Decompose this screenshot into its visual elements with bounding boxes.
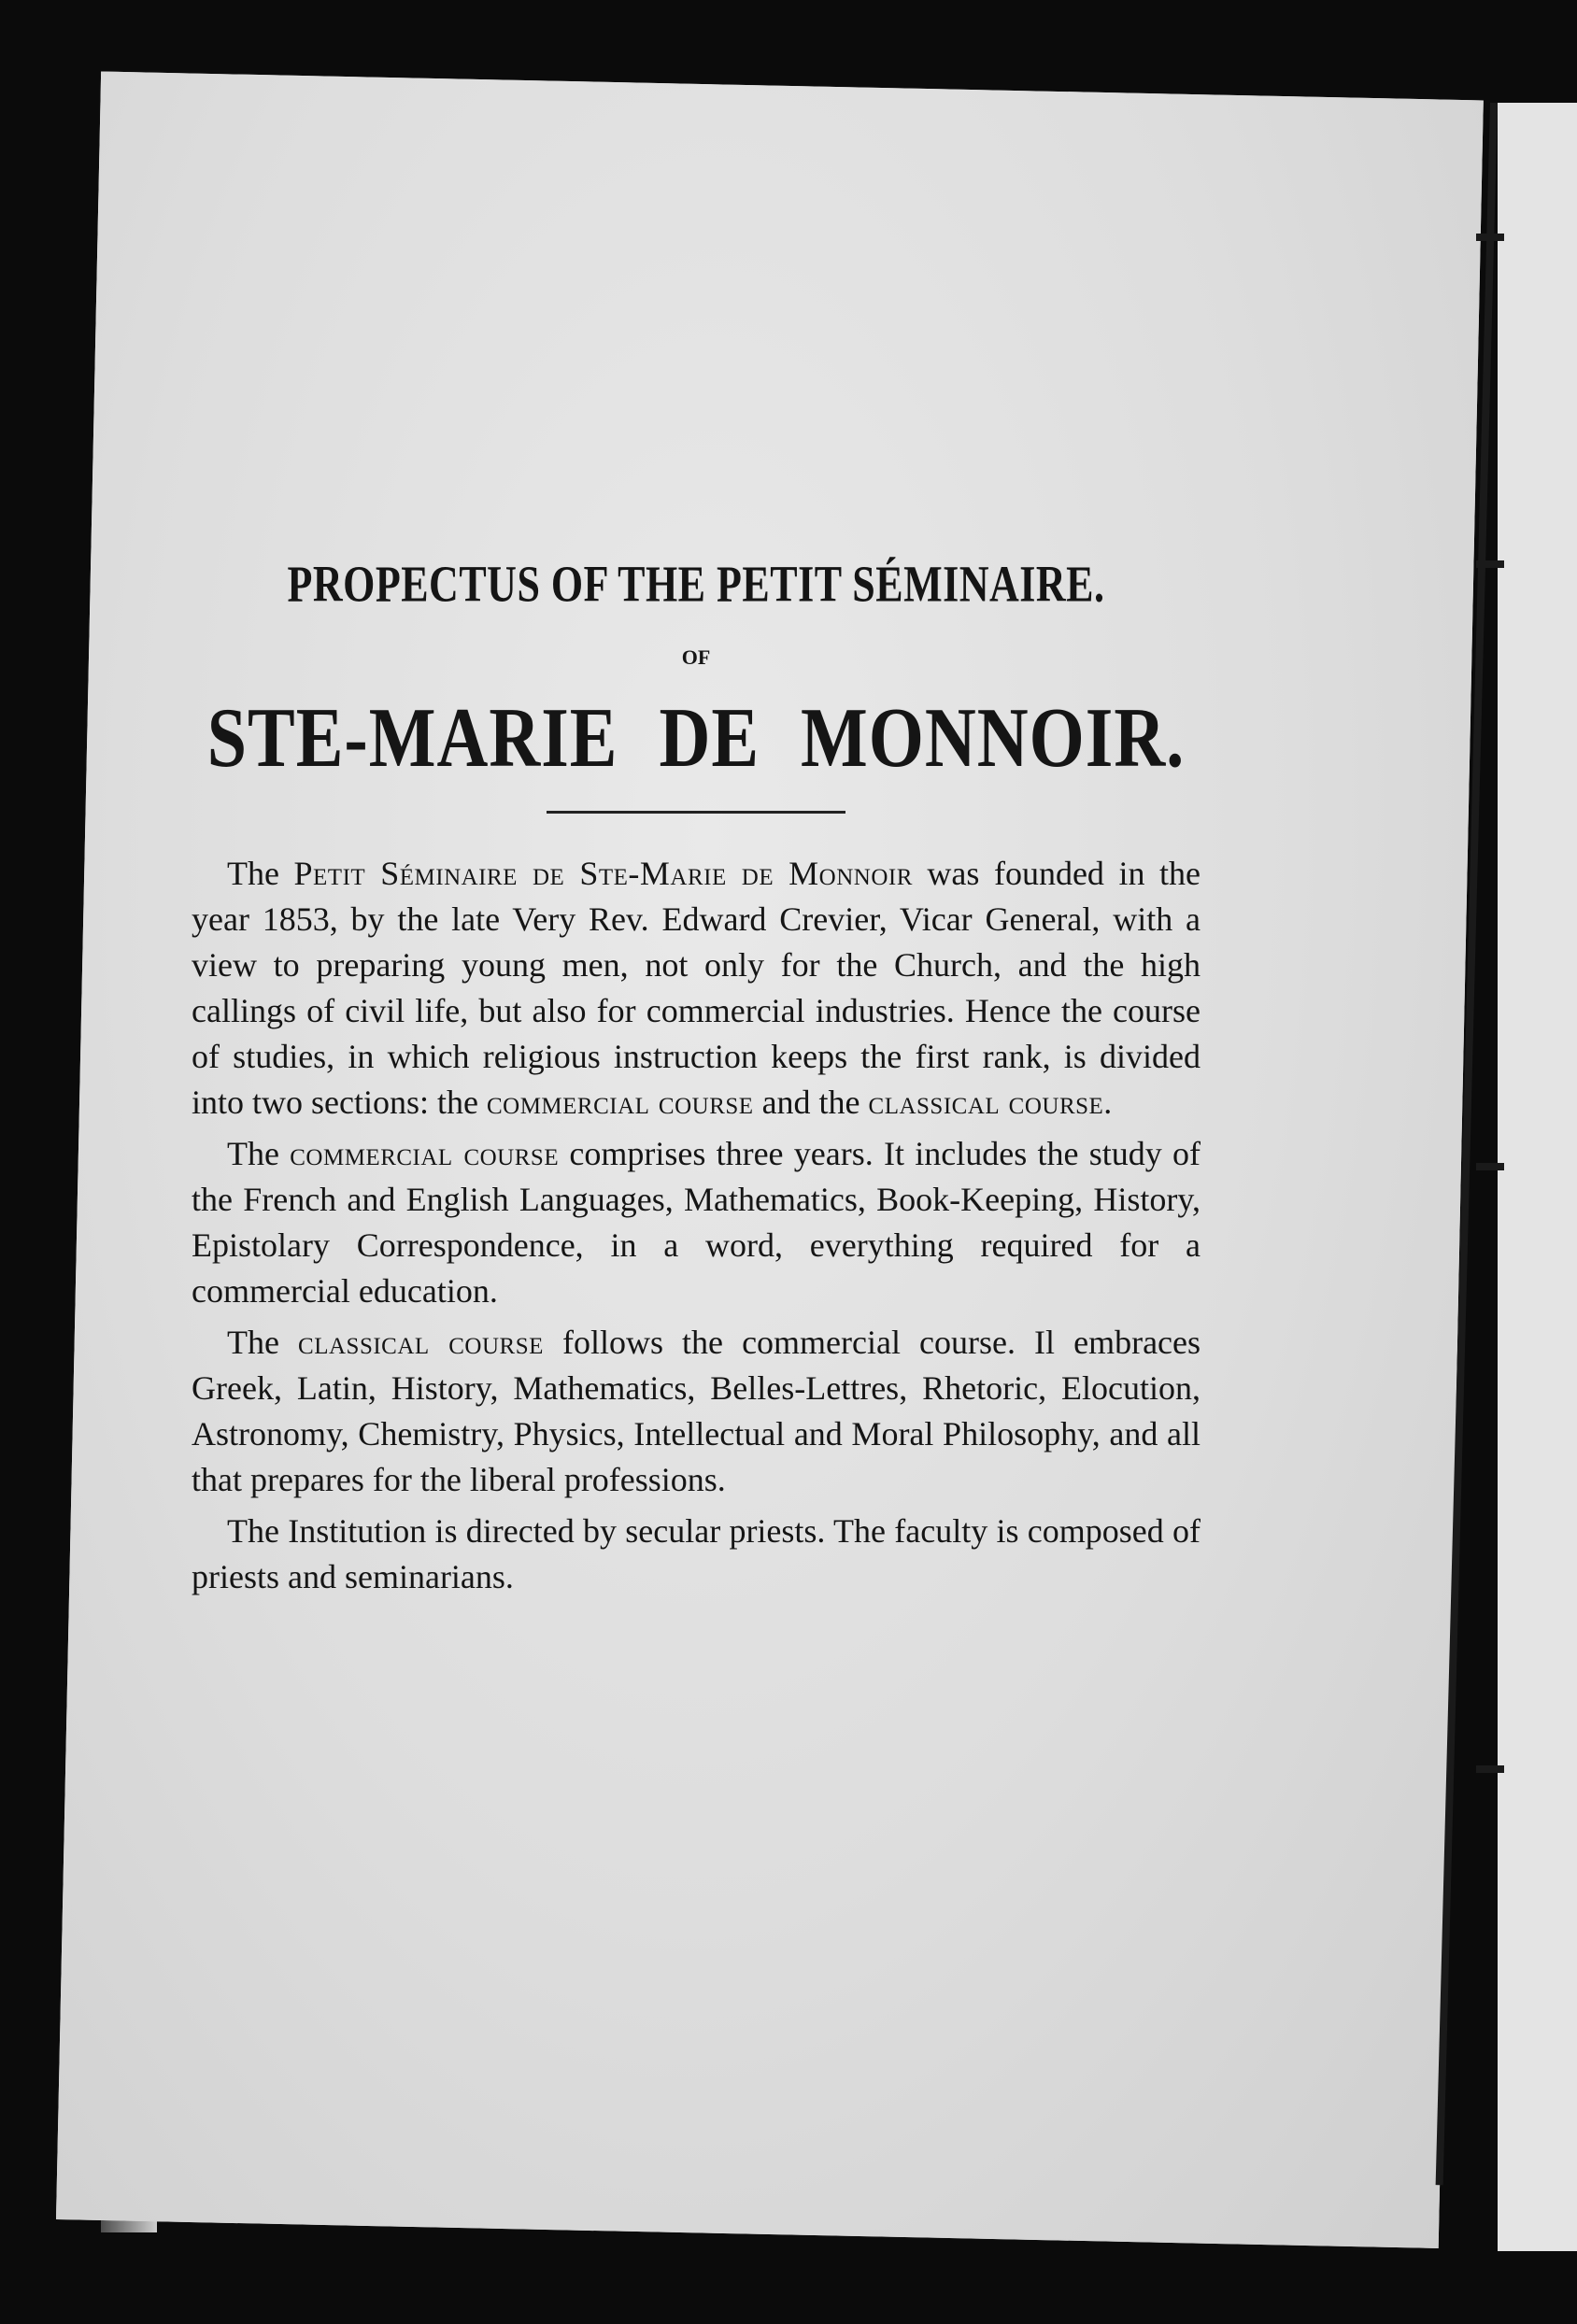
paragraph-faculty (192, 1509, 1201, 1600)
text-span: The (227, 1135, 291, 1172)
paragraph-classical-course (192, 1320, 1201, 1503)
title-rule (547, 811, 845, 814)
text-span: follows the commercial course. Il embraces Greek, Latin, History, Mathematics, Belles-Lettres, Rhetoric, Elocution, Astronomy, Chemistry, Physics, Intellectual and Moral Philosophy, and all that prepares for the liberal professions. (192, 1324, 1201, 1498)
binding-stitch (1476, 1163, 1504, 1170)
binding-stitch (1476, 1765, 1504, 1773)
text-span: and the (753, 1084, 869, 1121)
binding-stitch (1476, 560, 1504, 568)
paragraph-founding (192, 851, 1201, 1126)
binding-stitch (1476, 234, 1504, 241)
text-span: was founded in the year 1853, by the late Very Rev. Edward Crevier, Vicar General, with a view to preparing young men, not only for the Church, and the high callings of civil life, but also for commercial industries. Hence the course of studies, in which religious instruction keeps the first rank, is divided into two sections: the (192, 855, 1201, 1121)
text-span: The (227, 855, 294, 892)
institution-name-inline: Petit Séminaire de Ste-Marie de Monnoir (293, 855, 913, 892)
classical-course-term: classical course (298, 1324, 544, 1361)
page-content (192, 555, 1201, 1606)
text-span: The Institution is directed by secular priests. The faculty is composed of priests and seminarians. (192, 1512, 1201, 1595)
classical-course-term: classical course. (868, 1084, 1113, 1121)
text-span: comprises three years. It includes the study of the French and English Languages, Mathematics, Book-Keeping, History, Epistolary Correspondence, in a word, everything required for a commercial education. (192, 1135, 1201, 1310)
text-span: The (227, 1324, 299, 1361)
commercial-course-term: commercial course (290, 1135, 560, 1172)
facing-page-strip (1498, 103, 1577, 2251)
paragraph-commercial-course (192, 1131, 1201, 1314)
title-of: OF (681, 645, 711, 669)
institution-name: STE-MARIE DE MONNOIR. (206, 690, 1186, 786)
prospectus-title: PROPECTUS OF THE PETIT SÉMINAIRE. (287, 555, 1105, 614)
commercial-course-term: commercial course (486, 1084, 754, 1121)
